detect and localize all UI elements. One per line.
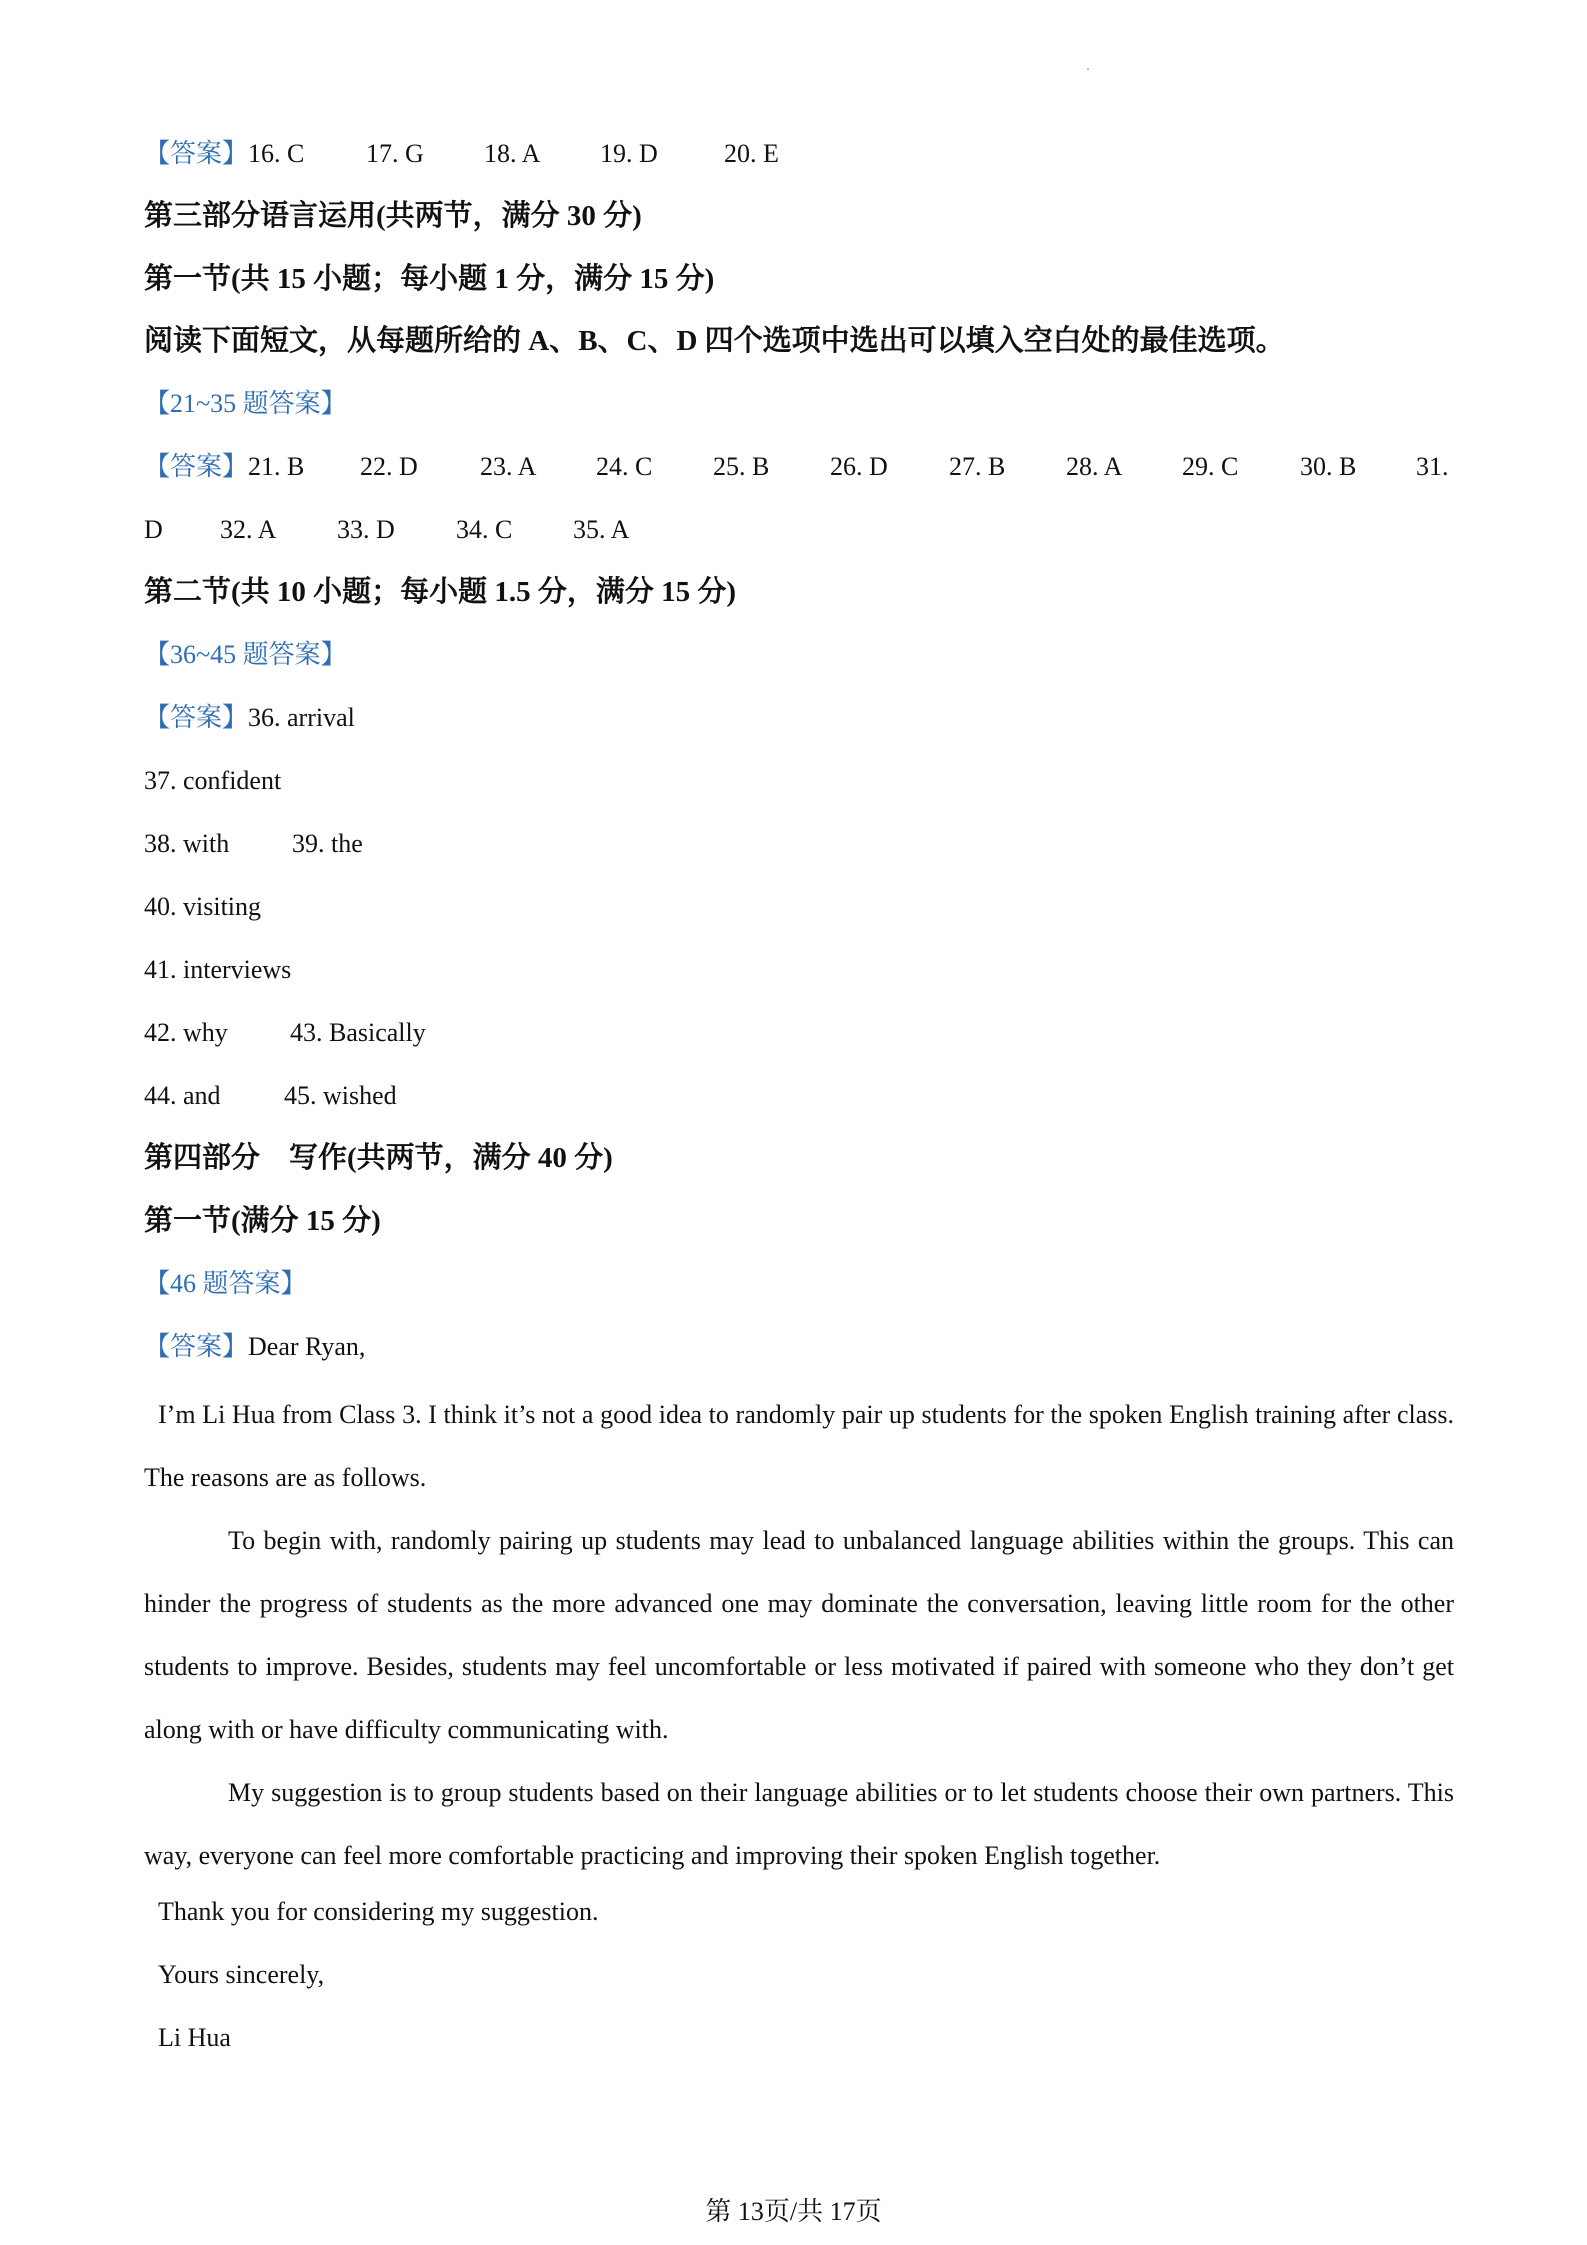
letter-closing-2: Yours sincerely, bbox=[158, 1960, 325, 1989]
answer-item: 33. D bbox=[337, 515, 395, 544]
answers-21-31 bbox=[144, 449, 1454, 485]
answer-item: 26. D bbox=[830, 452, 888, 481]
letter-intro: I’m Li Hua from Class 3. I think it’s not a good idea to randomly pair up students for the spoken English training after class. The reasons are as follows. bbox=[144, 1400, 1454, 1492]
answer-37 bbox=[144, 763, 1454, 799]
answer-item: 45. wished bbox=[284, 1081, 397, 1110]
answers-31-35 bbox=[144, 512, 1454, 548]
answer-item: 42. why bbox=[144, 1018, 228, 1047]
range-tag-46: 【46 题答案】 bbox=[144, 1269, 307, 1298]
answer-item: 19. D bbox=[600, 139, 658, 168]
answer-item: 36. arrival bbox=[248, 703, 355, 732]
part4-section1-title: 第一节(满分 15 分) bbox=[144, 1205, 381, 1237]
answer-tag: 【答案】 bbox=[144, 139, 249, 168]
answer-41 bbox=[144, 952, 1454, 988]
answer-item: 30. B bbox=[1300, 452, 1357, 481]
answer-40 bbox=[144, 889, 1454, 925]
answer-item: 41. interviews bbox=[144, 955, 292, 984]
part3-title: 第三部分语言运用(共两节，满分 30 分) bbox=[144, 200, 642, 232]
answers-42-43 bbox=[144, 1015, 1454, 1051]
answers-38-39 bbox=[144, 826, 1454, 862]
answer-item: 18. A bbox=[484, 139, 541, 168]
letter-closing-1: Thank you for considering my suggestion. bbox=[158, 1897, 599, 1926]
letter-paragraph-2: My suggestion is to group students based on their language abilities or to let students choose their own partners. This way, everyone can feel more comfortable practicing and improving their spoken English together. bbox=[144, 1778, 1454, 1870]
part4-title: 第四部分 写作(共两节，满分 40 分) bbox=[144, 1142, 613, 1174]
answer-item: 35. A bbox=[573, 515, 630, 544]
answer-item: 34. C bbox=[456, 515, 513, 544]
answer-tag: 【答案】 bbox=[144, 1332, 249, 1361]
answer-item: 27. B bbox=[949, 452, 1006, 481]
letter-paragraph-1: To begin with, randomly pairing up students may lead to unbalanced language abilities within the groups. This can hinder the progress of students as the more advanced one may dominate the conversation, leaving little room for the other students to improve. Besides, students may feel uncomfortable or less motivated if paired with someone who they don’t get along with or have difficulty communicating with. bbox=[144, 1526, 1454, 1744]
answers-16-20 bbox=[144, 136, 1454, 172]
answer-36 bbox=[144, 700, 1454, 736]
answers-44-45 bbox=[144, 1078, 1454, 1114]
answer-tag: 【答案】 bbox=[144, 703, 249, 732]
page-number-footer: 第 13页/共 17页 bbox=[705, 2197, 882, 2226]
answer-item: 32. A bbox=[220, 515, 277, 544]
answer-item: 40. visiting bbox=[144, 892, 262, 921]
answer-item: 16. C bbox=[248, 139, 305, 168]
answer-item: 44. and bbox=[144, 1081, 221, 1110]
answer-item: 21. B bbox=[248, 452, 305, 481]
letter-salutation: Dear Ryan, bbox=[248, 1332, 366, 1361]
answer-item: 23. A bbox=[480, 452, 537, 481]
scan-mark bbox=[1087, 68, 1089, 70]
answer-item: 17. G bbox=[366, 139, 424, 168]
answer-item: 38. with bbox=[144, 829, 230, 858]
answer-item: 37. confident bbox=[144, 766, 282, 795]
letter-signature: Li Hua bbox=[158, 2023, 231, 2052]
range-tag-21-35: 【21~35 题答案】 bbox=[144, 389, 347, 418]
answer-item: 31. bbox=[1416, 452, 1449, 481]
part3-section2-title: 第二节(共 10 小题；每小题 1.5 分，满分 15 分) bbox=[144, 576, 737, 608]
answer-item: 29. C bbox=[1182, 452, 1239, 481]
answer-item: 24. C bbox=[596, 452, 653, 481]
answer-item: 22. D bbox=[360, 452, 418, 481]
answer-item: D bbox=[144, 515, 163, 544]
answer-item: 43. Basically bbox=[290, 1018, 426, 1047]
answer-item: 39. the bbox=[292, 829, 363, 858]
part3-section1-title: 第一节(共 15 小题；每小题 1 分，满分 15 分) bbox=[144, 263, 715, 295]
answer-item: 25. B bbox=[713, 452, 770, 481]
letter-salutation-line bbox=[144, 1329, 1454, 1365]
answer-tag: 【答案】 bbox=[144, 452, 249, 481]
range-tag-36-45: 【36~45 题答案】 bbox=[144, 640, 347, 669]
part3-section1-instruction: 阅读下面短文，从每题所给的 A、B、C、D 四个选项中选出可以填入空白处的最佳选项。 bbox=[144, 325, 1285, 357]
answer-item: 20. E bbox=[724, 139, 779, 168]
answer-item: 28. A bbox=[1066, 452, 1123, 481]
